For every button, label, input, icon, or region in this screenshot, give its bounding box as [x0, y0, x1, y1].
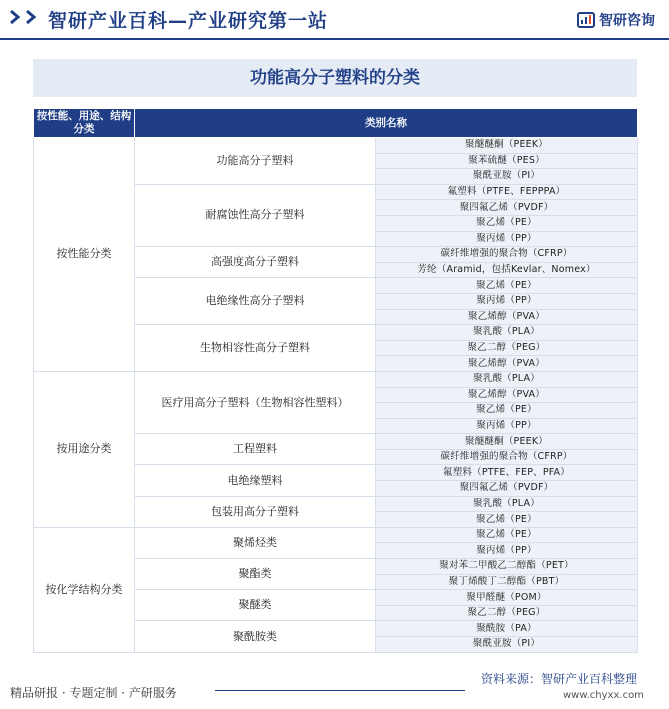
material-cell: 氟塑料（PTFE、FEP、PFA）	[376, 465, 638, 481]
subcategory-cell: 电绝缘塑料	[135, 465, 376, 496]
source-note: 资料来源：智研产业百科整理	[481, 672, 638, 686]
material-cell: 聚丙烯（PP）	[376, 231, 638, 247]
material-cell: 聚乳酸（PLA）	[376, 371, 638, 387]
chevron-right-icon	[26, 10, 36, 24]
subcategory-cell: 医疗用高分子塑料（生物相容性塑料）	[135, 371, 376, 433]
material-cell: 聚丙烯（PP）	[376, 418, 638, 434]
logo-icon	[577, 12, 595, 28]
column-header-category: 按性能、用途、结构分类	[34, 109, 135, 138]
table-row	[34, 138, 638, 154]
column-header-name: 类别名称	[135, 109, 638, 138]
group-cell: 按化学结构分类	[34, 527, 135, 652]
material-cell: 聚乙二醇（PEG）	[376, 340, 638, 356]
material-cell: 聚乳酸（PLA）	[376, 496, 638, 512]
material-cell: 碳纤维增强的聚合物（CFRP）	[376, 449, 638, 465]
logo-text: 智研咨询	[599, 13, 655, 29]
chevron-right-icon	[10, 10, 20, 24]
table-row	[34, 527, 638, 543]
material-cell: 聚对苯二甲酸乙二醇酯（PET）	[376, 559, 638, 575]
material-cell: 聚乙烯醇（PVA）	[376, 309, 638, 325]
subcategory-cell: 聚烯烃类	[135, 527, 376, 558]
material-cell: 芳纶（Aramid，包括Kevlar、Nomex）	[376, 262, 638, 278]
subcategory-cell: 聚酯类	[135, 559, 376, 590]
material-cell: 碳纤维增强的聚合物（CFRP）	[376, 247, 638, 263]
group-cell: 按用途分类	[34, 371, 135, 527]
subcategory-cell: 高强度高分子塑料	[135, 247, 376, 278]
material-cell: 聚酰亚胺（PI）	[376, 637, 638, 653]
material-cell: 聚乙烯（PE）	[376, 512, 638, 528]
website-url: www.chyxx.com	[563, 690, 644, 701]
header-divider	[0, 38, 669, 40]
site-title: 智研产业百科—产业研究第一站	[48, 10, 329, 32]
table-row	[34, 371, 638, 387]
footer-divider	[215, 690, 465, 691]
material-cell: 聚乙二醇（PEG）	[376, 605, 638, 621]
material-cell: 聚乙烯（PE）	[376, 215, 638, 231]
material-cell: 聚乙烯醇（PVA）	[376, 387, 638, 403]
material-cell: 氟塑料（PTFE、FEPPPA）	[376, 184, 638, 200]
material-cell: 聚乳酸（PLA）	[376, 325, 638, 341]
subcategory-cell: 生物相容性高分子塑料	[135, 325, 376, 372]
subcategory-cell: 耐腐蚀性高分子塑料	[135, 184, 376, 246]
footer-tagline: 精品研报 · 专题定制 · 产研服务	[10, 686, 177, 700]
material-cell: 聚醚醚酮（PEEK）	[376, 138, 638, 154]
material-cell: 聚丙烯（PP）	[376, 543, 638, 559]
classification-table	[33, 108, 638, 653]
brand-logo	[577, 10, 655, 30]
page-header	[0, 0, 669, 38]
table-title: 功能高分子塑料的分类	[33, 59, 637, 97]
material-cell: 聚酰胺（PA）	[376, 621, 638, 637]
material-cell: 聚苯硫醚（PES）	[376, 153, 638, 169]
table-header-row	[34, 109, 638, 138]
material-cell: 聚乙烯（PE）	[376, 403, 638, 419]
material-cell: 聚丙烯（PP）	[376, 293, 638, 309]
material-cell: 聚乙烯（PE）	[376, 527, 638, 543]
subcategory-cell: 功能高分子塑料	[135, 138, 376, 185]
subcategory-cell: 包装用高分子塑料	[135, 496, 376, 527]
group-cell: 按性能分类	[34, 138, 135, 372]
material-cell: 聚醚醚酮（PEEK）	[376, 434, 638, 450]
subcategory-cell: 聚酰胺类	[135, 621, 376, 652]
material-cell: 聚四氟乙烯（PVDF）	[376, 481, 638, 497]
subcategory-cell: 电绝缘性高分子塑料	[135, 278, 376, 325]
subcategory-cell: 聚醚类	[135, 590, 376, 621]
subcategory-cell: 工程塑料	[135, 434, 376, 465]
material-cell: 聚酰亚胺（PI）	[376, 169, 638, 185]
material-cell: 聚四氟乙烯（PVDF）	[376, 200, 638, 216]
material-cell: 聚乙烯（PE）	[376, 278, 638, 294]
material-cell: 聚丁烯酸丁二醇酯（PBT）	[376, 574, 638, 590]
material-cell: 聚甲醛醚（POM）	[376, 590, 638, 606]
material-cell: 聚乙烯醇（PVA）	[376, 356, 638, 372]
